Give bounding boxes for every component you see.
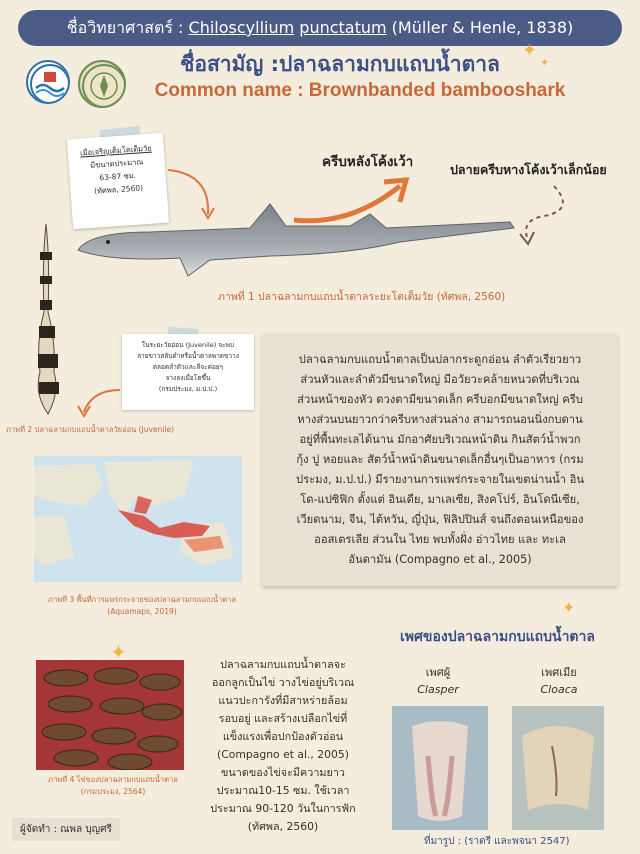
female-label-thai: เพศเมีย [541,666,577,679]
figure-4-caption [38,774,188,798]
sci-species: punctatum [299,18,387,37]
adult-note-line: เมื่อเจริญเต็มโตเต็มวัย [79,143,152,158]
description-line: อันดามัน (Compagno et al., 2005) [348,553,532,566]
description-line: กุ้ง ปู หอยและ สัตว์น้ำหน้าดินขนาดเล็กอื่นๆเป็นอาหาร (กรม [296,453,584,466]
common-name-thai: ชื่อสามัญ :ปลาฉลามกบแถบน้ำตาล [180,52,500,76]
male-label [398,664,478,698]
description-line: หางส่วนบนยาวกว่าครีบหางส่วนล่าง สามารถนอนนิ่งกบดาน [297,413,583,426]
juvenile-note-line: จางลงเมื่อโตขึ้น [165,374,211,382]
female-label [516,664,602,698]
common-name-english: Common name : Brownbanded bambooshark [154,80,566,101]
female-label-english: Cloaca [540,683,578,696]
female-cloaca-photo [512,706,604,830]
description-line: ส่วนหัวและลำตัวมีขนาดใหญ่ มีอวัยวะคล้ายหนวดที่บริเวณ [300,373,580,386]
sparkle-icon: ✦ [110,640,127,664]
juvenile-note-line: ลายขาวสลับดำหรือน้ำตาลพาดขวาง [137,352,239,360]
description-line: อยู่ที่พื้นทะเลได้นาน มักอาศัยบริเวณหน้าดิน กินสัตว์น้ำพวก [299,433,581,446]
adult-shark-image [70,188,520,288]
description-line: เวียดนาม, จีน, ไต้หวัน, ญี่ปุ่น, ฟิลิปปินส์ จนถึงตอนเหนือของ [296,513,584,526]
juvenile-note-line: ในระยะวัยอ่อน (Juvenile) จะพบ [141,341,235,349]
sparkle-icon: ✦ [562,598,576,617]
description-line: ส่วนหน้าของหัว ดวงตามีขนาดเล็ก ครีบอกมีขนาดใหญ่ ครีบ [297,393,583,406]
figure-3-caption-line: (Aquamaps, 2019) [107,607,177,616]
egg-text-line: (ทัศพล, 2560) [247,820,319,833]
egg-text-line: ประมาณ 90-120 วันในการฟัก [210,802,356,815]
male-clasper-photo [392,706,488,830]
juvenile-note-line: (กรมประมง, ม.ป.ป.) [158,385,218,393]
egg-text-line: รอบอยู่ และสร้างเปลือกไข่ที่ [218,712,348,725]
dorsal-fin-label: ครีบหลังโค้งเว้า [322,154,414,170]
figure-3-caption [44,594,240,618]
egg-text-line: (Compagno et al., 2005) [217,748,349,761]
description-line: ออสเตรเลีย ส่วนใน ไทย พบทั้งฝั่ง อ่าวไทย และ ทะเล [314,533,566,546]
juvenile-note-line: ตลอดลำตัวและลีจะค่อยๆ [152,363,224,371]
adult-note-line: 63-87 ซม. [99,170,137,183]
male-label-thai: เพศผู้ [425,666,451,679]
male-label-english: Clasper [417,683,459,696]
sci-name-prefix: ชื่อวิทยาศาสตร์ : [66,18,189,37]
figure-3-caption-line: ภาพที่ 3 พื้นที่การแพร่กระจายของปลาฉลามกบแถบน้ำตาล [48,595,236,604]
egg-description [190,656,376,836]
caudal-fin-label: ปลายครีบหางโค้งเว้าเล็กน้อย [450,162,607,177]
figure-2-caption: ภาพที่ 2 ปลาฉลามกบแถบน้ำตาลวัยอ่อน (Juvenile) [6,425,174,434]
egg-text-line: ปลาฉลามกบแถบน้ำตาลจะ [220,658,346,671]
author-credit: ผู้จัดทำ : ณพล บุญศรี [12,818,120,841]
description-line: ประมง, ม.ป.ป.) มีรายงานการแพร่กระจายในเขตน่านน้ำ อิน [296,473,584,486]
egg-text-line: แนวปะการังที่มีสาหร่ายล้อม [218,694,348,707]
description-line: ปลาฉลามกบแถบน้ำตาลเป็นปลากระดูกอ่อน ลำตัวเรียวยาว [298,353,582,366]
adult-note-line: มีขนาดประมาณ [89,157,144,170]
figure-4-caption-line: (กรมประมง, 2564) [80,787,146,796]
egg-text-line: ขนาดของไข่จะมีความยาว [221,766,345,779]
egg-cases-photo [36,660,184,770]
figure-1-caption: ภาพที่ 1 ปลาฉลามกบแถบน้ำตาลระยะโตเต็มวัย (ทัศพล, 2560) [218,291,506,303]
sparkle-icon: ✦ [540,56,550,69]
sparkle-icon: ✦ [522,40,538,61]
juvenile-note [122,334,254,410]
sci-genus: Chiloscyllium [188,18,295,37]
sex-photo-source: ที่มารูป : (ราตรี และพจนา 2547) [424,836,570,847]
sex-section-title: เพศของปลาฉลามกบแถบน้ำตาล [400,629,595,645]
curved-arrow-icon [72,384,124,420]
egg-text-line: แข็งแรงเพื่อปกป้องตัวอ่อน [222,730,344,743]
adult-note-line: (ทัศพล, 2560) [93,183,144,196]
description-paper [262,334,618,586]
distribution-map [34,456,242,582]
department-logo [26,60,70,104]
sci-authority: (Müller & Henle, 1838) [386,18,574,37]
juvenile-shark-image [26,222,66,418]
figure-4-caption-line: ภาพที่ 4 ไข่ของปลาฉลามกบแถบน้ำตาล [48,775,178,784]
university-logo [78,60,126,108]
description-line: โด-แปซิฟิก ตั้งแต่ อินเดีย, มาเลเซีย, สิงคโปร์, อินโดนีเซีย, [300,493,580,506]
egg-text-line: ออกลูกเป็นไข่ วางไข่อยู่บริเวณ [211,676,355,689]
egg-text-line: ประมาณ10-15 ซม. ใช้เวลา [216,784,350,797]
